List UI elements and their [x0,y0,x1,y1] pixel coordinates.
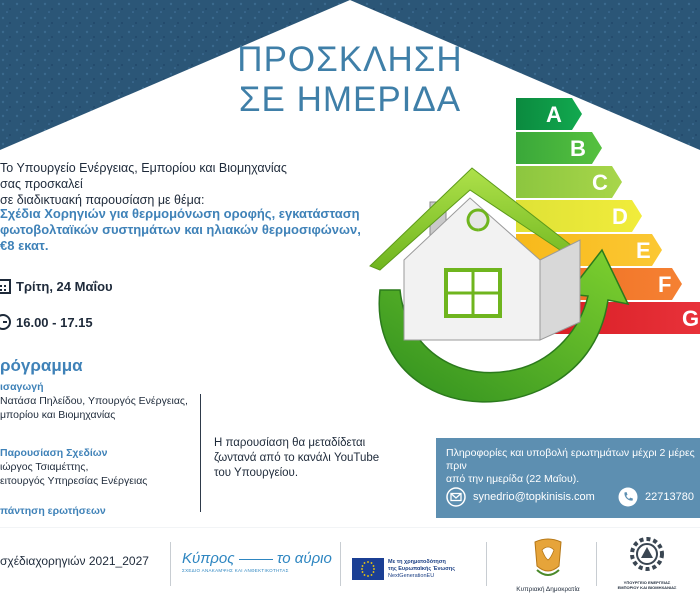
info-box [436,438,700,518]
info-line-2: από την ημερίδα (22 Μαΐου). [446,473,580,485]
program-item-heading: πάντηση ερωτήσεων [0,505,106,517]
topic-line-3: €8 εκατ. [0,238,49,253]
eu-text-3: NextGenerationEU [388,572,435,579]
stream-line-2: ζωντανά από το κανάλι YouTube [214,452,380,464]
ministry-label [612,580,682,590]
footer-divider [340,542,341,586]
kyp-logo-subtitle: ΣΧΕΔΙΟ ΑΝΑΚΑΜΨΗΣ ΚΑΙ ΑΝΘΕΚΤΙΚΟΤΗΤΑΣ [182,568,289,573]
footer-divider [170,542,171,586]
program-item-speaker: Νατάσα Πηλείδου, Υπουργός Ενέργειας, [0,395,188,407]
energy-house-illustration [340,90,700,435]
eu-text-2: της Ευρωπαϊκής Ένωσης [388,565,456,572]
energy-label-b: B [570,136,586,161]
cyprus-emblem-icon [531,536,565,580]
clock-icon [0,314,12,330]
program-item-role: μπορίου και Βιομηχανίας [0,409,116,421]
energy-label-c: C [592,170,608,195]
program-item-speaker: ιώργος Τσιαμέττης, [0,461,89,473]
cyprus-republic-logo [510,536,586,593]
footer [0,528,700,600]
program-item-role: ειτουργός Υπηρεσίας Ενέργειας [0,475,148,487]
program-item-heading: Παρουσίαση Σχεδίων [0,447,108,459]
title-line-1: ΠΡΟΣΚΛΗΣΗ [237,40,463,79]
topic-text [0,206,400,254]
energy-label-d: D [612,204,628,229]
event-time: 16.00 - 17.15 [16,314,93,330]
program-item-intro [0,380,200,422]
program-item-presentation [0,446,200,488]
kyp-logo-part1: Κύπρος [182,550,235,567]
calendar-icon [0,278,12,294]
email-contact[interactable] [446,487,595,507]
stream-line-3: του Υπουργείου. [214,467,299,479]
program-item-questions [0,504,200,518]
topic-line-1: Σχέδια Χορηγιών για θερμομόνωση οροφής, εγκατάσταση [0,206,360,221]
kyp-logo-part2: το αύριο [276,550,332,567]
stream-line-1: Η παρουσίαση θα μεταδίδεται [214,437,366,449]
email-icon [446,487,466,507]
title-line-2: ΣΕ ΗΜΕΡΙΔΑ [238,80,462,119]
intro-line-2: σε διαδικτυακή παρουσίαση με θέμα: [0,193,205,207]
info-line-1: Πληροφορίες και υποβολή ερωτημάτων μέχρι 2 μέρες πριν [446,447,695,472]
phone-icon [618,487,638,507]
eu-text-1: Με τη χρηματοδότηση [388,558,446,565]
intro-text [0,160,300,208]
eu-funding-logo [352,558,478,580]
eu-flag-icon [352,558,384,580]
energy-label-g: G [682,306,700,331]
program-title: ρόγραμμα [0,356,83,375]
cyprus-republic-label: Κυπριακή Δημοκρατία [516,586,580,593]
event-time-row [0,314,93,330]
energy-label-f: F [658,272,672,297]
ministry-logo [612,534,682,590]
kyprostoavrio-logo [182,550,332,573]
footer-hashtag: σχέδιαχορηγιών 2021_2027 [0,554,149,568]
event-date: Τρίτη, 24 Μαΐου [16,278,113,294]
ministry-label-1: ΥΠΟΥΡΓΕΙΟ ΕΝΕΡΓΕΙΑΣ [623,580,671,585]
phone-link[interactable]: 22713780 [645,491,694,503]
phone-contact[interactable] [618,487,694,507]
stream-notice [214,436,414,481]
topic-line-2: φωτοβολταϊκών συστημάτων και ηλιακών θερμοσιφώνων, [0,222,361,237]
ministry-label-2: ΕΜΠΟΡΙΟΥ ΚΑΙ ΒΙΟΜΗΧΑΝΙΑΣ [617,585,677,590]
email-link[interactable]: synedrio@topkinisis.com [473,491,595,503]
footer-divider [596,542,597,586]
energy-label-e: E [636,238,651,263]
ministry-gear-icon [627,534,667,574]
program-divider [200,394,201,512]
info-text [446,447,700,486]
footer-divider [486,542,487,586]
program-item-heading: ισαγωγή [0,381,44,393]
event-date-row [0,278,113,294]
energy-label-a: A [546,102,562,127]
intro-line-1: Το Υπουργείο Ενέργειας, Εμπορίου και Βιομηχανίας σας προσκαλεί [0,161,287,191]
